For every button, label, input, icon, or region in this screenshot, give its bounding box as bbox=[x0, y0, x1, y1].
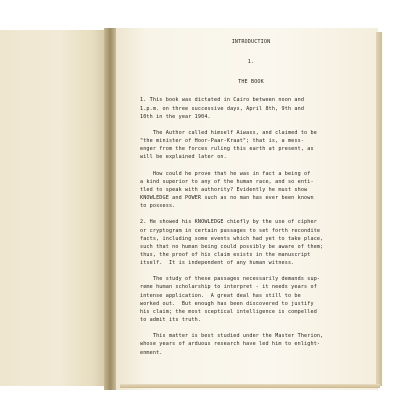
text-line: his claim; the most sceptical intelligence is compelled bbox=[140, 308, 317, 315]
text-line: tled to speak with authority? Evidently he must show bbox=[140, 186, 308, 193]
text-line: enger from the forces ruling this earth at present, as bbox=[140, 146, 314, 153]
text-line: This matter is best studied under the Master Therion, bbox=[140, 333, 324, 340]
text-line: or cryptogram in certain passages to set forth recondite bbox=[140, 227, 321, 234]
paragraph bbox=[140, 96, 362, 120]
text-line: such that no human being could possibly be aware of them; bbox=[140, 243, 324, 250]
text-line: facts, including some events which had yet to take place, bbox=[140, 235, 324, 242]
text-line: "the minister of Hoor-Paar-Kraat"; that is, a mess- bbox=[140, 138, 305, 145]
text-line: to admit its truth. bbox=[140, 317, 202, 324]
paragraph bbox=[140, 218, 362, 267]
page-edge-bottom bbox=[120, 384, 380, 388]
text-line: to possess. bbox=[140, 203, 176, 210]
paragraph bbox=[140, 332, 362, 356]
text-line: 2. He showed his KNOWLEDGE chiefly by the use of cipher bbox=[140, 219, 317, 226]
text-line: whose years of arduous research have led him to enlight- bbox=[140, 341, 321, 348]
text-line: How could he prove that he was in fact a being of bbox=[140, 170, 311, 177]
text-line: KNOWLEDGE and POWER such as no man has ever been known bbox=[140, 195, 314, 202]
paragraph bbox=[140, 129, 362, 162]
left-page bbox=[0, 30, 110, 386]
text-line: thus, the proof of his claim exists in the manuscript bbox=[140, 251, 311, 258]
paragraph bbox=[140, 275, 362, 324]
page-edge bbox=[376, 32, 382, 386]
page-heading: INTRODUCTION bbox=[231, 39, 271, 45]
text-line: enment. bbox=[140, 349, 163, 356]
page-text bbox=[140, 36, 362, 365]
text-line: reme human scholarship to interpret - it needs years of bbox=[140, 284, 317, 291]
section-number: 1. bbox=[247, 59, 255, 66]
text-line: itself. It is independent of any human witness. bbox=[140, 260, 295, 267]
text-line: 1. This book was dictated in Cairo between noon and bbox=[140, 97, 305, 104]
text-line: worked out. But enough has been discovered to justify bbox=[140, 300, 314, 307]
text-line: a kind superior to any of the human race, and so enti- bbox=[140, 178, 314, 185]
text-line: The Author called himself Aiwass, and claimed to be bbox=[140, 129, 317, 136]
text-line: 10th in the year 1904. bbox=[140, 113, 211, 120]
text-line: intense application. A great deal has still to be bbox=[140, 292, 301, 299]
text-line: 1.p.m. on three successive days, April 8th, 9th and bbox=[140, 105, 305, 112]
text-line: The study of these passages necessarily demands sup- bbox=[140, 276, 321, 283]
section-title: THE BOOK bbox=[238, 79, 264, 86]
text-line: will be explained later on. bbox=[140, 154, 227, 161]
paragraph bbox=[140, 170, 362, 211]
